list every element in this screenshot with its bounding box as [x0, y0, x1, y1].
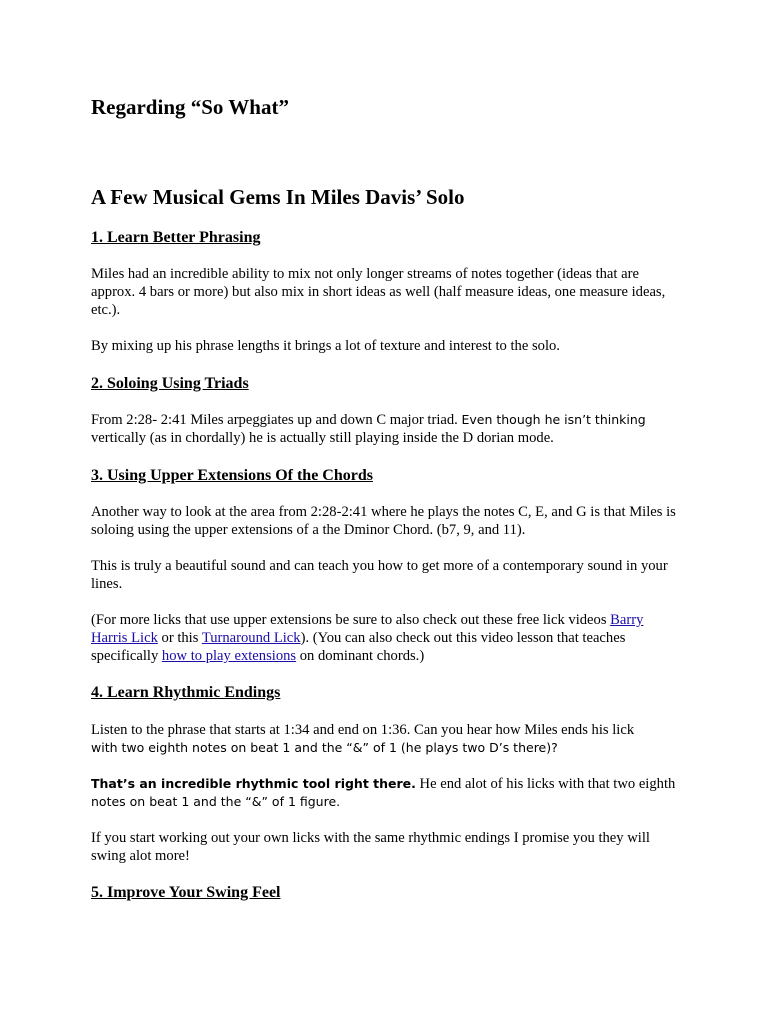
- paragraph-extensions-3: [91, 611, 681, 665]
- turnaround-lick-link[interactable]: Turnaround Lick: [201, 630, 301, 646]
- paragraph-rhythmic-3: If you start working out your own licks with the same rhythmic endings I promise you they will swing alot more!: [91, 830, 650, 864]
- section-heading-rhythmic-endings: 4. Learn Rhythmic Endings: [91, 684, 281, 701]
- paragraph-rhythmic-1: [91, 721, 681, 757]
- document-title: Regarding “So What”: [91, 95, 289, 119]
- paragraph-extensions-1: Another way to look at the area from 2:28-2:41 where he plays the notes C, E, and G is that Miles is soloing using the upper extensions of a the Dminor Chord. (b7, 9, and 11).: [91, 504, 676, 538]
- paragraph-phrasing-1: Miles had an incredible ability to mix not only longer streams of notes together (ideas that are approx. 4 bars or more) but also mix in short ideas as well (half measure ideas, one measure ideas, etc.).: [91, 266, 666, 318]
- paragraph-rhythmic-2-part-b: notes on beat 1 and the “&” of 1 figure.: [91, 794, 341, 809]
- paragraph-rhythmic-1-part-a: Listen to the phrase that starts at 1:34 and end on 1:36. Can you hear how Miles ends his lick: [91, 722, 635, 738]
- barry-harris-lick-link[interactable]: Barry Harris Lick: [91, 612, 644, 646]
- paragraph-rhythmic-2: [91, 775, 681, 811]
- section-heading-triads: 2. Soloing Using Triads: [91, 375, 249, 392]
- paragraph-triads-part-a: From 2:28- 2:41 Miles arpeggiates up and down C major triad.: [91, 412, 462, 428]
- paragraph-triads: [91, 411, 681, 447]
- paragraph-rhythmic-2-part-a: He end alot of his licks with that two eighth: [415, 776, 676, 792]
- document-subtitle: A Few Musical Gems In Miles Davis’ Solo: [91, 185, 465, 209]
- paragraph-phrasing-2: By mixing up his phrase lengths it brings a lot of texture and interest to the solo.: [91, 338, 560, 354]
- paragraph-triads-part-c: vertically (as in chordally) he is actually still playing inside the D dorian mode.: [91, 430, 554, 446]
- paragraph-rhythmic-1-part-b: with two eighth notes on beat 1 and the “&” of 1 (he plays two D’s there)?: [91, 740, 558, 755]
- paragraph-extensions-2: This is truly a beautiful sound and can teach you how to get more of a contemporary sound in your lines.: [91, 558, 668, 592]
- section-heading-extensions: 3. Using Upper Extensions Of the Chords: [91, 467, 373, 484]
- paragraph-triads-part-b: Even though he isn’t thinking: [461, 412, 646, 427]
- paragraph-extensions-3-part-a: (For more licks that use upper extensions be sure to also check out these free lick videos: [91, 612, 611, 628]
- section-heading-phrasing: 1. Learn Better Phrasing: [91, 229, 261, 246]
- paragraph-extensions-3-part-c: ). (You can also check out this video lesson that teaches specifically: [91, 630, 626, 664]
- how-to-play-extensions-link[interactable]: how to play extensions: [161, 648, 297, 664]
- paragraph-extensions-3-part-d: on dominant chords.): [296, 648, 425, 664]
- paragraph-extensions-3-part-b: or this: [157, 630, 202, 646]
- section-heading-swing-feel: 5. Improve Your Swing Feel: [91, 884, 281, 901]
- paragraph-rhythmic-2-bold: That’s an incredible rhythmic tool right there.: [91, 776, 416, 791]
